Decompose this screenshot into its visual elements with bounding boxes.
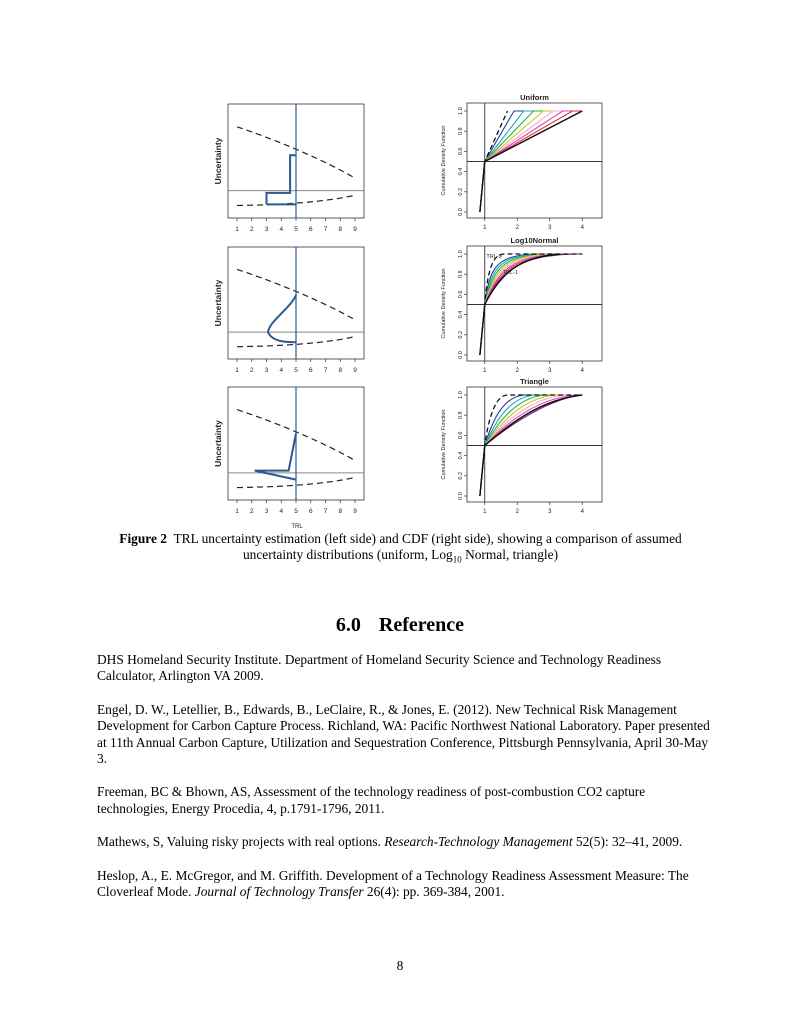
x-tick-label: 4 [279, 367, 284, 374]
x-tick-label: 9 [353, 226, 357, 233]
x-tick-label: 2 [515, 509, 519, 515]
x-tick-label: 9 [353, 367, 357, 374]
reference-item [97, 868, 717, 901]
y-axis-label: Uncertainty [213, 420, 223, 467]
x-tick-label: 2 [515, 368, 519, 374]
x-tick-label: 8 [338, 508, 343, 515]
y-axis-label: Uncertainty [213, 279, 223, 327]
plot-title: Log10Normal [510, 236, 559, 245]
x-tick-label: 6 [308, 226, 313, 233]
curve-annotation: TRL-9 [486, 254, 502, 260]
y-tick-label: 0.6 [458, 431, 464, 440]
reference-item [97, 834, 717, 850]
x-tick-label: 1 [483, 368, 487, 374]
x-tick-label: 3 [264, 367, 269, 374]
y-tick-label: 0.8 [458, 127, 464, 136]
caption-text: TRL uncertainty estimation (left side) and CDF (right side), showing a comparison of assumed uncertainty distributions (uniform, Log [173, 531, 682, 562]
y-tick-label: 0.6 [458, 147, 464, 156]
reference-text-end: 26(4): pp. 369-384, 2001. [363, 884, 505, 900]
caption-subscript: 10 [452, 554, 462, 565]
caption-text-end: Normal, triangle) [461, 547, 559, 562]
y-tick-label: 0.2 [458, 187, 464, 196]
section-heading [0, 614, 800, 637]
y-tick-label: 1.0 [458, 391, 464, 399]
x-tick-label: 8 [338, 226, 343, 233]
x-tick-label: 7 [323, 508, 328, 515]
reference-text: Heslop, A., E. McGregor, and M. Griffith. Development of a Technology Readiness Assessment Measure: The Cloverleaf Mode. [97, 867, 689, 900]
y-axis-label: Cumulative Density Function [441, 125, 447, 196]
right-plot-frame [467, 246, 602, 361]
y-tick-label: 0.4 [458, 310, 464, 319]
x-tick-label: 3 [548, 368, 552, 374]
reference-text-end: 52(5): 32–41, 2009. [572, 834, 683, 850]
x-tick-label: 6 [308, 508, 313, 515]
y-tick-label: 1.0 [458, 250, 464, 258]
uncertainty-distribution-shape [268, 295, 296, 342]
x-tick-label: 8 [338, 367, 343, 374]
x-axis-label: TRL [291, 524, 303, 530]
x-tick-label: 4 [279, 226, 284, 233]
x-tick-label: 3 [548, 225, 552, 231]
y-axis-label: Cumulative Density Function [441, 409, 447, 480]
uncertainty-distribution-shape [267, 155, 297, 204]
y-tick-label: 0.0 [458, 208, 464, 216]
reference-list [97, 652, 717, 917]
plot-title: Uniform [520, 93, 549, 102]
x-tick-label: 5 [294, 508, 298, 515]
x-tick-label: 4 [580, 368, 584, 374]
x-tick-label: 1 [483, 225, 487, 231]
reference-text: Freeman, BC & Bhown, AS, Assessment of the technology readiness of post-combustion CO2 capture technologies, Energy Procedia, 4, p.1791-1796, 2011. [97, 784, 646, 816]
section-title: Reference [378, 614, 465, 636]
y-tick-label: 1.0 [458, 107, 464, 115]
reference-item [97, 652, 717, 685]
curve-annotation: TRL-1 [502, 270, 518, 276]
caption-label: Figure 2 [119, 531, 167, 546]
figure-caption [98, 531, 703, 568]
x-tick-label: 2 [249, 508, 254, 515]
reference-journal: Research-Technology Management [384, 834, 573, 850]
x-tick-label: 6 [308, 367, 313, 374]
y-axis-label: Cumulative Density Function [441, 268, 447, 339]
y-tick-label: 0.6 [458, 290, 464, 299]
y-tick-label: 0.8 [458, 270, 464, 279]
reference-journal: Journal of Technology Transfer [194, 884, 364, 900]
x-tick-label: 2 [515, 225, 519, 231]
y-tick-label: 0.2 [458, 330, 464, 339]
plot-title: Triangle [520, 377, 549, 386]
y-tick-label: 0.8 [458, 411, 464, 420]
reference-text: Engel, D. W., Letellier, B., Edwards, B., LeClaire, R., & Jones, E. (2012). New Technical Risk Management Development for Carbon Capture Process. Richland, WA: Pacific Northwest National Laboratory. Paper presented at 11th Annual Carbon Capture, Utilization and Sequestration Conference, Pittsburgh Pennsylvania, April 30-May 3. [97, 701, 710, 767]
x-tick-label: 7 [323, 367, 328, 374]
x-tick-label: 5 [294, 367, 298, 374]
x-tick-label: 4 [580, 509, 584, 515]
y-tick-label: 0.4 [458, 167, 464, 176]
y-tick-label: 0.0 [458, 492, 464, 500]
x-tick-label: 2 [249, 226, 254, 233]
x-tick-label: 1 [235, 508, 239, 515]
x-tick-label: 1 [235, 226, 239, 233]
y-tick-label: 0.2 [458, 471, 464, 480]
x-tick-label: 5 [294, 226, 298, 233]
x-tick-label: 9 [353, 508, 357, 515]
x-tick-label: 3 [548, 509, 552, 515]
y-tick-label: 0.4 [458, 451, 464, 460]
section-number: 6.0 [335, 614, 361, 636]
x-tick-label: 3 [264, 226, 269, 233]
x-tick-label: 1 [235, 367, 239, 374]
x-tick-label: 3 [264, 508, 269, 515]
x-tick-label: 4 [279, 508, 284, 515]
x-tick-label: 4 [580, 225, 584, 231]
x-tick-label: 1 [483, 509, 487, 515]
x-tick-label: 2 [249, 367, 254, 374]
x-tick-label: 7 [323, 226, 328, 233]
reference-text: Mathews, S, Valuing risky projects with real options. [97, 834, 385, 850]
reference-item [97, 702, 717, 768]
reference-text: DHS Homeland Security Institute. Department of Homeland Security Science and Technology Readiness Calculator, Arlington VA 2009. [97, 652, 662, 684]
y-axis-label: Uncertainty [213, 137, 223, 185]
y-tick-label: 0.0 [458, 351, 464, 359]
page-number: 8 [396, 958, 404, 973]
reference-item [97, 784, 717, 817]
